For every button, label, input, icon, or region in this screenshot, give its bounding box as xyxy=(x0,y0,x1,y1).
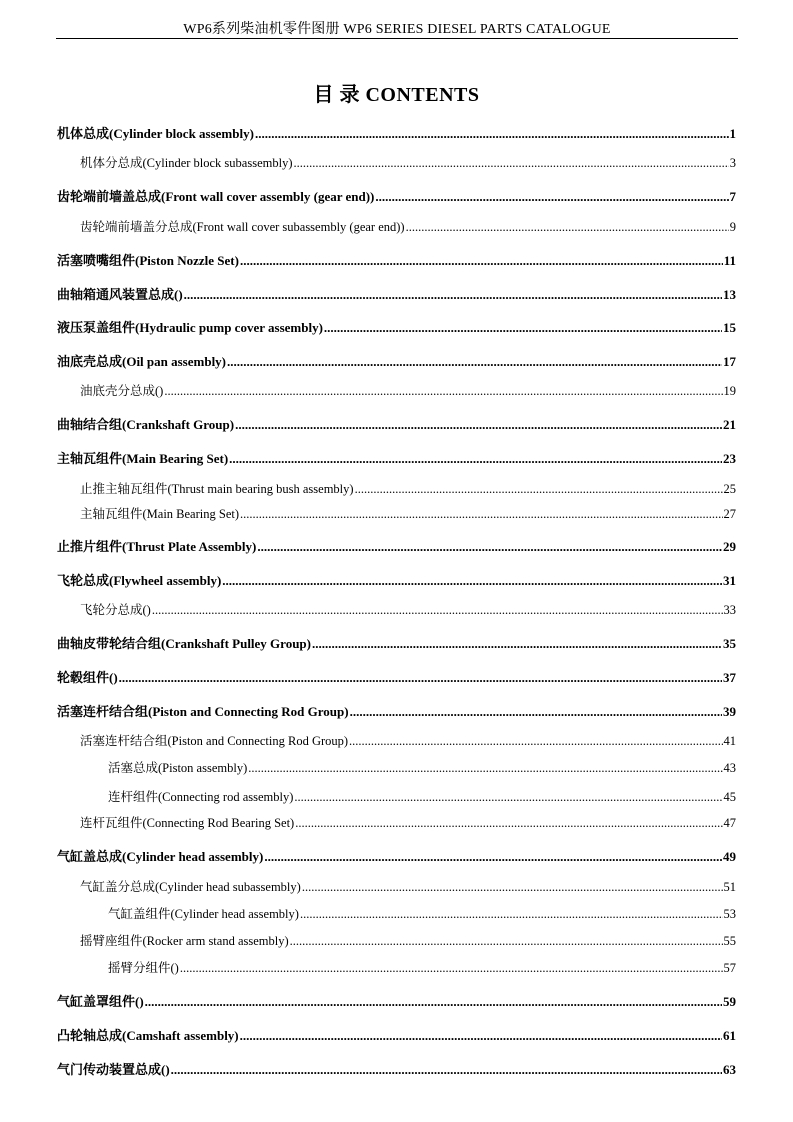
toc-entry[interactable] xyxy=(57,320,736,336)
toc-entry-page-number: 21 xyxy=(723,417,736,432)
dot-leader xyxy=(235,417,722,433)
toc-entry-label: 机体分总成(Cylinder block subassembly) xyxy=(80,156,293,170)
toc-entry-label: 连杆瓦组件(Connecting Rod Bearing Set) xyxy=(80,816,295,830)
toc-entry[interactable] xyxy=(57,573,736,589)
toc-entry-page-number: 63 xyxy=(723,1062,736,1077)
toc-entry[interactable] xyxy=(57,287,736,303)
toc-entry[interactable] xyxy=(57,539,736,555)
toc-entry[interactable] xyxy=(108,760,736,776)
toc-entry-page-number: 15 xyxy=(723,320,736,335)
dot-leader xyxy=(355,481,723,497)
toc-entry-page-number: 43 xyxy=(723,761,736,775)
toc-entry-page-number: 61 xyxy=(723,1028,736,1043)
toc-entry-page-number: 33 xyxy=(723,603,736,617)
toc-entry-label: 油底壳分总成() xyxy=(80,384,164,398)
dot-leader xyxy=(350,704,722,720)
toc-entry-page-number: 25 xyxy=(723,482,736,496)
dot-leader xyxy=(290,933,723,949)
toc-entry[interactable] xyxy=(57,189,736,205)
toc-entry[interactable] xyxy=(108,789,736,805)
dot-leader xyxy=(171,1062,722,1078)
toc-entry-label: 轮毂组件() xyxy=(57,670,118,685)
dot-leader xyxy=(375,189,728,205)
toc-entry-page-number: 49 xyxy=(723,849,736,864)
running-header: WP6系列柴油机零件图册 WP6 SERIES DIESEL PARTS CATALOGUE xyxy=(183,22,611,37)
toc-entry-label: 连杆组件(Connecting rod assembly) xyxy=(108,790,294,804)
toc-entry[interactable] xyxy=(80,155,736,171)
dot-leader xyxy=(164,383,722,399)
dot-leader xyxy=(229,451,722,467)
toc-entry[interactable] xyxy=(80,602,736,618)
toc-entry[interactable] xyxy=(57,704,736,720)
toc-entry-label: 主轴瓦组件(Main Bearing Set) xyxy=(80,507,240,521)
toc-entry-label: 摇臂分组件() xyxy=(108,961,179,975)
toc-entry-page-number: 39 xyxy=(723,704,736,719)
toc-entry-label: 曲轴皮带轮结合组(Crankshaft Pulley Group) xyxy=(57,636,311,651)
toc-entry-page-number: 23 xyxy=(723,451,736,466)
toc-entry-label: 气缸盖罩组件() xyxy=(57,994,144,1009)
toc-entry[interactable] xyxy=(57,253,736,269)
toc-entry-label: 活塞喷嘴组件(Piston Nozzle Set) xyxy=(57,253,239,268)
toc-entry[interactable] xyxy=(57,636,736,652)
toc-entry[interactable] xyxy=(80,815,736,831)
toc-entry-label: 飞轮总成(Flywheel assembly) xyxy=(57,573,222,588)
toc-entry-page-number: 13 xyxy=(723,287,736,302)
toc-entry-label: 曲轴箱通风装置总成() xyxy=(57,287,183,302)
toc-entry-page-number: 59 xyxy=(723,994,736,1009)
toc-entry-label: 活塞总成(Piston assembly) xyxy=(108,761,248,775)
page-title: 目 录 CONTENTS xyxy=(313,84,480,106)
toc-entry-label: 气缸盖分总成(Cylinder head subassembly) xyxy=(80,880,301,894)
toc-entry[interactable] xyxy=(57,451,736,467)
toc-entry[interactable] xyxy=(57,994,736,1010)
dot-leader xyxy=(180,960,723,976)
dot-leader xyxy=(152,602,723,618)
dot-leader xyxy=(293,155,728,171)
toc-entry[interactable] xyxy=(57,1028,736,1044)
toc-entry-label: 气门传动装置总成() xyxy=(57,1062,170,1077)
toc-entry-label: 止推主轴瓦组件(Thrust main bearing bush assembly) xyxy=(80,482,354,496)
toc-entry-label: 凸轮轴总成(Camshaft assembly) xyxy=(57,1028,239,1043)
dot-leader xyxy=(406,219,729,235)
dot-leader xyxy=(300,906,723,922)
toc-entry-page-number: 27 xyxy=(723,507,736,521)
toc-entry-page-number: 11 xyxy=(723,253,736,268)
toc-entry-page-number: 47 xyxy=(723,816,736,830)
toc-entry-page-number: 51 xyxy=(723,880,736,894)
dot-leader xyxy=(257,539,722,555)
toc-entry-page-number: 37 xyxy=(723,670,736,685)
toc-entry[interactable] xyxy=(80,219,736,235)
toc-entry-page-number: 9 xyxy=(729,220,736,234)
toc-entry-label: 齿轮端前墙盖分总成(Front wall cover subassembly (gear end)) xyxy=(80,220,405,234)
toc-entry[interactable] xyxy=(57,126,736,142)
toc-entry-page-number: 19 xyxy=(723,384,736,398)
toc-entry-label: 止推片组件(Thrust Plate Assembly) xyxy=(57,539,257,554)
dot-leader xyxy=(294,789,722,805)
dot-leader xyxy=(240,1028,722,1044)
toc-entry-label: 油底壳总成(Oil pan assembly) xyxy=(57,354,227,369)
toc-entry[interactable] xyxy=(108,960,736,976)
toc-entry[interactable] xyxy=(80,879,736,895)
dot-leader xyxy=(227,354,722,370)
toc-entry-label: 液压泵盖组件(Hydraulic pump cover assembly) xyxy=(57,320,323,335)
toc-entry[interactable] xyxy=(80,733,736,749)
dot-leader xyxy=(240,253,723,269)
toc-entry[interactable] xyxy=(80,506,736,522)
dot-leader xyxy=(184,287,722,303)
toc-entry[interactable] xyxy=(57,670,736,686)
toc-entry-label: 活塞连杆结合组(Piston and Connecting Rod Group) xyxy=(80,734,349,748)
dot-leader xyxy=(349,733,722,749)
toc-entry-page-number: 53 xyxy=(723,907,736,921)
toc-entry-page-number: 45 xyxy=(723,790,736,804)
toc-entry-label: 主轴瓦组件(Main Bearing Set) xyxy=(57,451,229,466)
toc-entry-page-number: 57 xyxy=(723,961,736,975)
dot-leader xyxy=(222,573,722,589)
toc-entry-page-number: 35 xyxy=(723,636,736,651)
dot-leader xyxy=(119,670,722,686)
toc-entry-page-number: 7 xyxy=(729,189,736,204)
toc-entry-page-number: 55 xyxy=(723,934,736,948)
toc-entry[interactable] xyxy=(57,1062,736,1078)
toc-entry-label: 气缸盖总成(Cylinder head assembly) xyxy=(57,849,264,864)
dot-leader xyxy=(295,815,722,831)
toc-entry-page-number: 1 xyxy=(729,126,736,141)
toc-entry-label: 齿轮端前墙盖总成(Front wall cover assembly (gear end)) xyxy=(57,189,375,204)
dot-leader xyxy=(324,320,722,336)
toc-entry-label: 曲轴结合组(Crankshaft Group) xyxy=(57,417,235,432)
toc-entry[interactable] xyxy=(108,906,736,922)
toc-entry[interactable] xyxy=(80,933,736,949)
toc-entry[interactable] xyxy=(57,849,736,865)
dot-leader xyxy=(145,994,722,1010)
toc-entry[interactable] xyxy=(80,481,736,497)
dot-leader xyxy=(240,506,722,522)
toc-entry-page-number: 41 xyxy=(723,734,736,748)
dot-leader xyxy=(302,879,723,895)
toc-entry-page-number: 3 xyxy=(729,156,736,170)
dot-leader xyxy=(264,849,722,865)
toc-entry-label: 摇臂座组件(Rocker arm stand assembly) xyxy=(80,934,289,948)
toc-entry[interactable] xyxy=(80,383,736,399)
toc-entry-page-number: 29 xyxy=(723,539,736,554)
toc-entry[interactable] xyxy=(57,354,736,370)
toc-entry[interactable] xyxy=(57,417,736,433)
dot-leader xyxy=(248,760,722,776)
toc-entry-label: 气缸盖组件(Cylinder head assembly) xyxy=(108,907,299,921)
dot-leader xyxy=(255,126,729,142)
toc-entry-page-number: 31 xyxy=(723,573,736,588)
toc-entry-label: 飞轮分总成() xyxy=(80,603,151,617)
dot-leader xyxy=(312,636,722,652)
toc-entry-label: 机体总成(Cylinder block assembly) xyxy=(57,126,254,141)
toc-entry-label: 活塞连杆结合组(Piston and Connecting Rod Group) xyxy=(57,704,349,719)
toc-entry-page-number: 17 xyxy=(723,354,736,369)
